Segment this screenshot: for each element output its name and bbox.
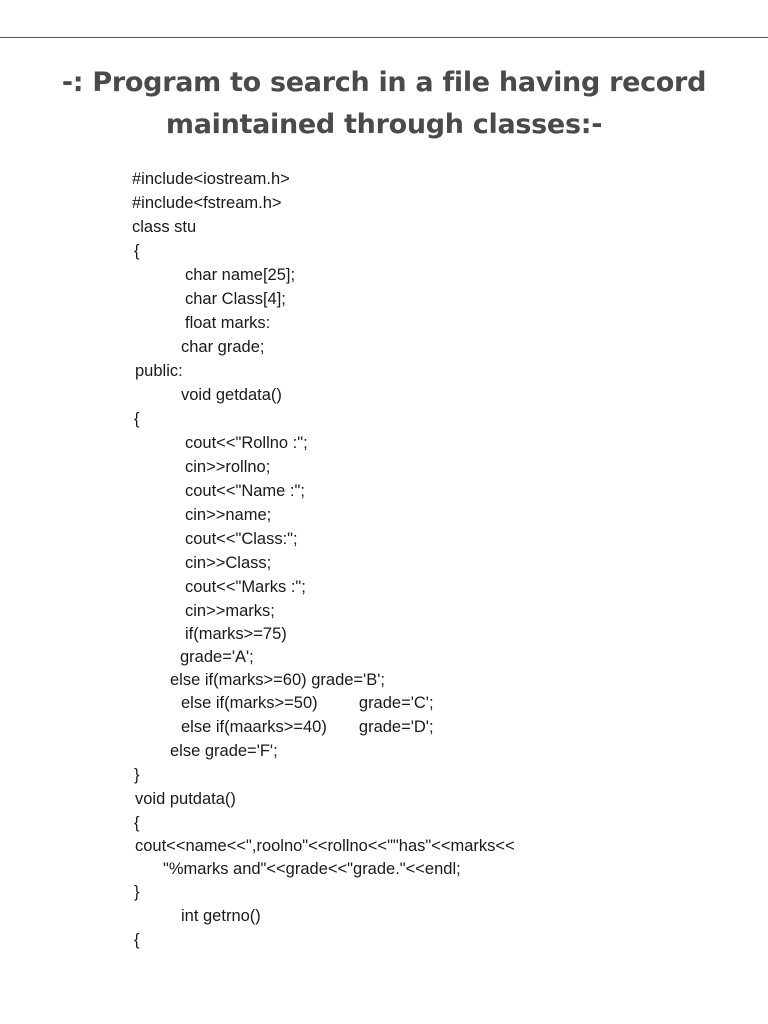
code-line: cout<<"Marks :"; (185, 578, 306, 596)
code-line: { (134, 814, 140, 832)
code-line: "%marks and"<<grade<<"grade."<<endl; (163, 860, 461, 878)
code-line: cout<<"Name :"; (185, 482, 305, 500)
code-line: cin>>name; (185, 506, 272, 524)
title-line-2: maintained through classes:- (165, 109, 603, 140)
code-line: cout<<"Class:"; (185, 530, 298, 548)
code-line: else if(marks>=60) grade='B'; (170, 671, 385, 689)
page-title (40, 62, 728, 146)
code-line: #include<iostream.h> (132, 170, 290, 188)
code-line: { (134, 242, 140, 260)
code-line: else if(marks>=50) grade='C'; (181, 694, 434, 712)
code-line: { (134, 931, 140, 949)
code-line: cout<<"Rollno :"; (185, 434, 308, 452)
code-line: char Class[4]; (185, 290, 286, 308)
code-line: else grade='F'; (170, 742, 278, 760)
code-line: } (134, 883, 140, 901)
code-line: cin>>marks; (185, 602, 275, 620)
code-line: cin>>rollno; (185, 458, 271, 476)
code-line: } (134, 766, 140, 784)
title-line-1: -: Program to search in a file having record (61, 67, 707, 98)
code-line: char name[25]; (185, 266, 296, 284)
code-line: { (134, 410, 140, 428)
code-line: char grade; (181, 338, 265, 356)
code-line: grade='A'; (180, 648, 254, 666)
code-line: cout<<name<<",roolno"<<rollno<<""has"<<marks<< (135, 837, 515, 855)
code-line: else if(maarks>=40) grade='D'; (181, 718, 434, 736)
code-line: class stu (132, 218, 197, 236)
code-line: float marks: (185, 314, 271, 332)
code-line: void getdata() (181, 386, 282, 404)
code-line: if(marks>=75) (185, 625, 287, 643)
code-line: cin>>Class; (185, 554, 272, 572)
code-line: #include<fstream.h> (132, 194, 282, 212)
code-line: void putdata() (135, 790, 236, 808)
code-line: int getrno() (181, 907, 261, 925)
top-divider (0, 37, 768, 38)
code-line: public: (135, 362, 183, 380)
